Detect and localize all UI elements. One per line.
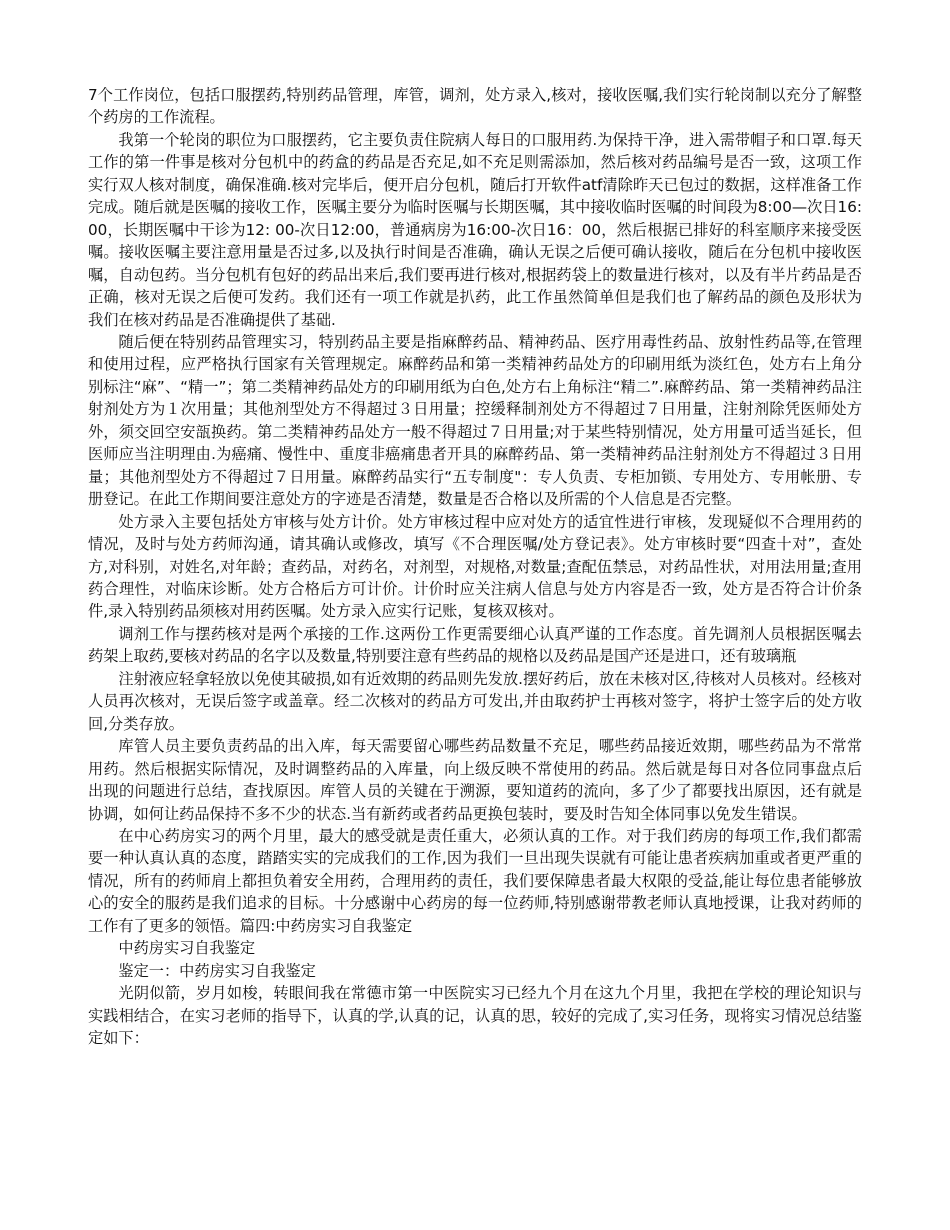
subsection-heading: 鉴定一：中药房实习自我鉴定 — [118, 961, 316, 980]
paragraph-special-drugs: 随后便在特别药品管理实习，特别药品主要是指麻醉药品、精神药品、医疗用毒性药品、放射性药品等,在管理和使用过程，应严格执行国家有关管理规定。麻醉药品和第一类精神药品处方的印刷用纸为淡红色，处方右上角分别标注“麻”、“精一”；第二类精神药品处方的印刷用纸为白色,处方右上角标注“精二”.麻醉药品、第一类精神药品注射剂处方为１次用量；其他剂型处方不得超过３日用量；控缓释制剂处方不得超过７日用量，注射剂除凭医师处方外，须交回空安瓿换药。第二类精神药品处方一般不得超过７日用量;对于某些特别情况，处方用量可适当延长，但医师应当注明理由.为癌痛、慢性中、重度非癌痛患者开具的麻醉药品、第一类精神药品注射剂处方不得超过３日用量；其他剂型处方不得超过７日用量。麻醉药品实行“五专制度"：专人负责、专柜加锁、专用处方、专用帐册、专册登记。在此工作期间要注意处方的字迹是否清楚，数量是否合格以及所需的个人信息是否完整。 — [88, 332, 862, 509]
section-heading: 中药房实习自我鉴定 — [118, 939, 256, 958]
paragraph-intro: 7个工作岗位，包括口服摆药,特别药品管理，库管，调剂，处方录入,核对，接收医嘱,我们实行轮岗制以充分了解整个药房的工作流程。 — [88, 86, 862, 127]
paragraph-oral-dispensing: 我第一个轮岗的职位为口服摆药，它主要负责住院病人每日的口服用药.为保持干净，进入需带帽子和口罩.每天工作的第一件事是核对分包机中的药盒的药品是否充足,如不充足则需添加，然后核对药品编号是否一致，这项工作实行双人核对制度，确保准确.核对完毕后，便开启分包机，随后打开软件atf清除昨天已包过的数据，这样准备工作完成。随后就是医嘱的接收工作，医嘱主要分为临时医嘱与长期医嘱，其中接收临时医嘱的时间段为8:00—次日16:00，长期医嘱中干诊为12: 00-次日12:00，普通病房为16:00-次日16：00，然后根据已排好的科室顺序来接受医嘱。接收医嘱主要注意用量是否过多,以及执行时间是否准确，确认无误之后便可确认接收，随后在分包机中接收医嘱，自动包药。当分包机有包好的药品出来后,我们要再进行核对,根据药袋上的数量进行核对，以及有半片药品是否正确，核对无误之后便可发药。我们还有一项工作就是扒药，此工作虽然简单但是我们也了解药品的颜色及形状为我们在核对药品是否准确提供了基础. — [88, 130, 862, 329]
paragraph-injection-handling: 注射液应轻拿轻放以免使其破损,如有近效期的药品则先发放.摆好药后，放在未核对区,待核对人员核对。经核对人员再次核对，无误后签字或盖章。经二次核对的药品方可发出,并由取药护士再核对签字，将护士签字后的处方收回,分类存放。 — [88, 669, 862, 733]
paragraph-dispensing-check: 调剂工作与摆药核对是两个承接的工作.这两份工作更需要细心认真严谨的工作态度。首先调剂人员根据医嘱去药架上取药,要核对药品的名字以及数量,特别要注意有些药品的规格以及药品是国产还是进口，还有玻璃瓶 — [88, 624, 862, 666]
paragraph-prescription-entry: 处方录入主要包括处方审核与处方计价。处方审核过程中应对处方的适宜性进行审核，发现疑似不合理用药的情况，及时与处方药师沟通，请其确认或修改，填写《不合理医嘱/处方登记表》。处方审核时要“四查十对”，查处方,对科别，对姓名,对年龄；查药品，对药名，对剂型，对规格,对数量;查配伍禁忌，对药品性状，对用法用量;查用药合理性，对临床诊断。处方合格后方可计价。计价时应关注病人信息与处方内容是否一致，处方是否符合计价条件,录入特别药品须核对用药医嘱。处方录入应实行记账，复核双核对。 — [88, 512, 862, 621]
paragraph-summary: 在中心药房实习的两个月里，最大的感受就是责任重大，必须认真的工作。对于我们药房的每项工作,我们都需要一种认真认真的态度，踏踏实实的完成我们的工作,因为我们一旦出现失误就有可能让患者疾病加重或者更严重的情况，所有的药师肩上都担负着安全用药，合理用药的责任，我们要保障患者最大权限的受益,能让每位患者能够放心的安全的服药是我们追求的目标。十分感谢中心药房的每一位药师,特别感谢带教老师认真地授课，让我对药师的工作有了更多的领悟。篇四:中药房实习自我鉴定 — [88, 826, 862, 935]
paragraph-self-appraisal: 光阴似箭，岁月如梭，转眼间我在常德市第一中医院实习已经九个月在这九个月里，我把在学校的理论知识与实践相结合，在实习老师的指导下，认真的学,认真的记，认真的思，较好的完成了,实习任务，现将实习情况总结鉴定如下： — [88, 984, 862, 1048]
paragraph-warehouse: 库管人员主要负责药品的出入库，每天需要留心哪些药品数量不充足，哪些药品接近效期，哪些药品为不常常用药。然后根据实际情况，及时调整药品的入库量，向上级反映不常使用的药品。然后就是每日对各位同事盘点后出现的问题进行总结，查找原因。库管人员的关键在于溯源，要知道药的流向，多了少了都要找出原因，还有就是协调，如何让药品保持不多不少的状态.当有新药或者药品更换包装时，要及时告知全体同事以免发生错误。 — [88, 737, 862, 823]
